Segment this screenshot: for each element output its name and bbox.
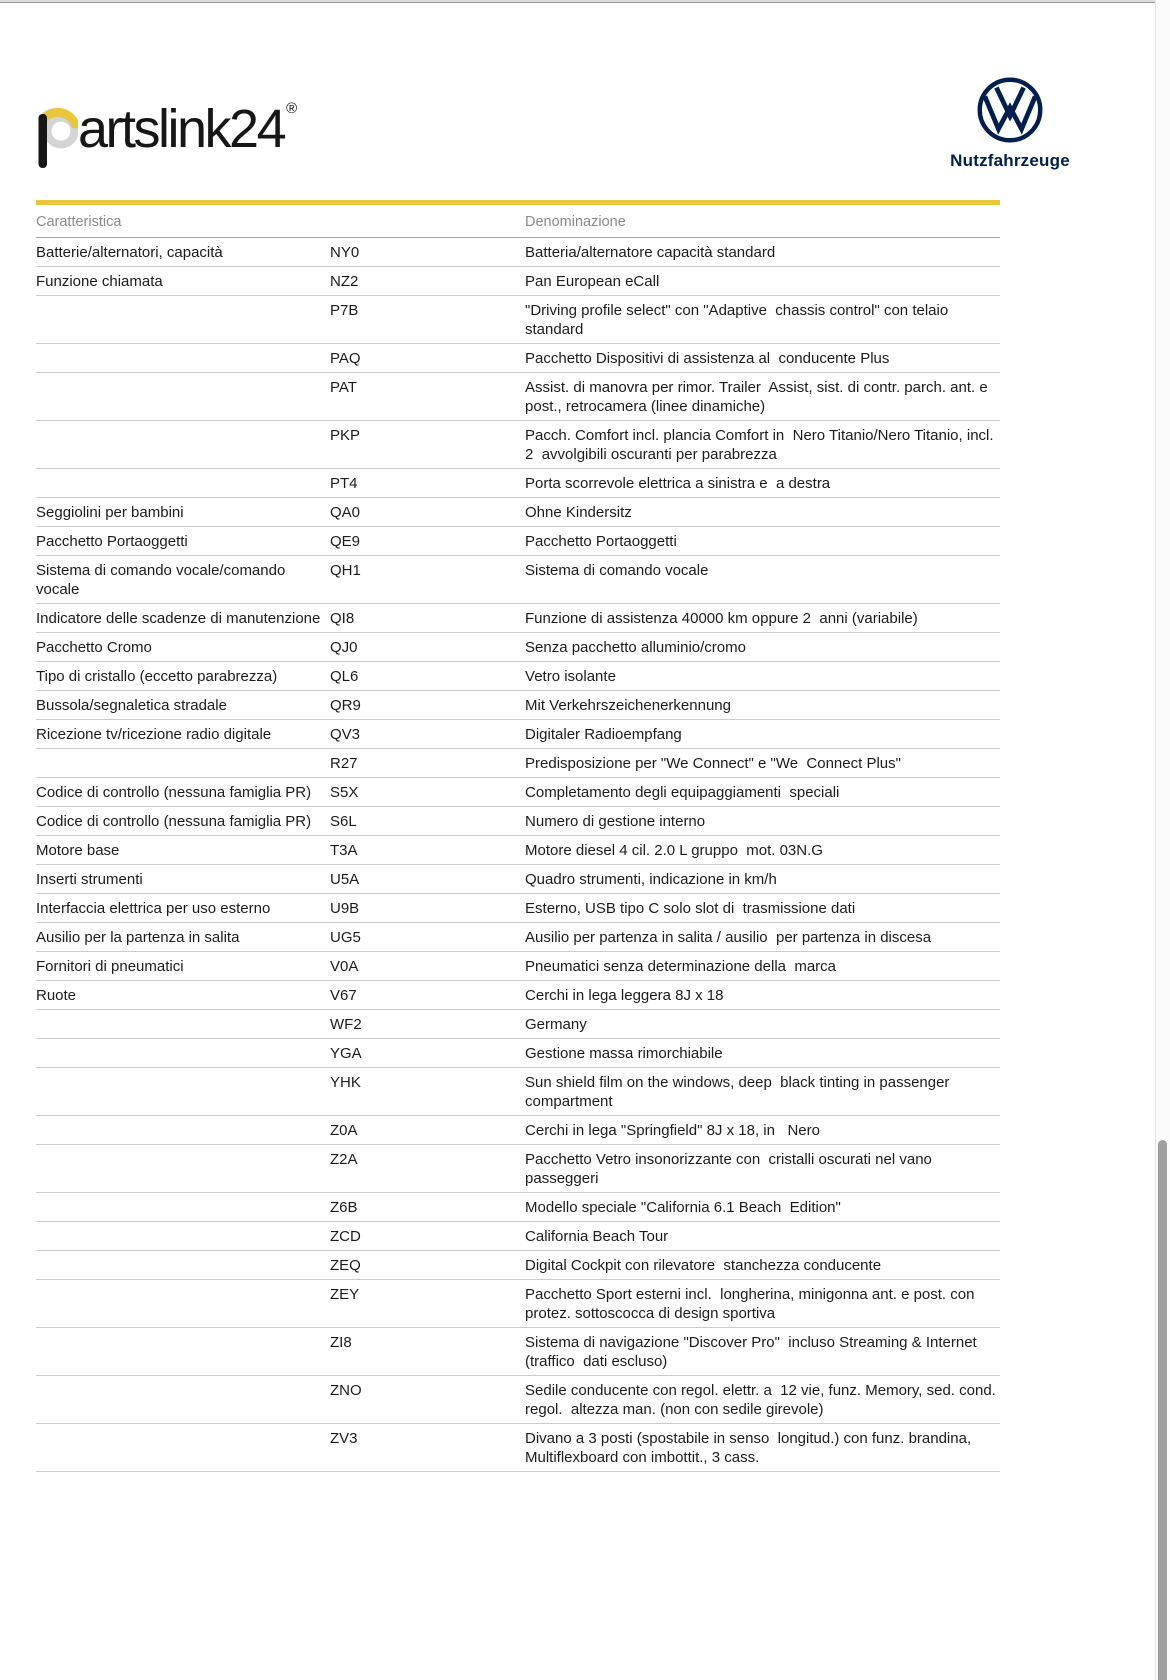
cell-code: YHK xyxy=(330,1068,525,1116)
table-row xyxy=(36,1010,1000,1039)
vertical-scrollbar-track[interactable] xyxy=(1155,0,1170,1680)
cell-denominazione: "Driving profile select" con "Adaptive chassis control" con telaio standard xyxy=(525,296,1000,344)
table-row xyxy=(36,1145,1000,1193)
cell-caratteristica: Codice di controllo (nessuna famiglia PR) xyxy=(36,807,330,836)
table-row xyxy=(36,1251,1000,1280)
cell-code: Z6B xyxy=(330,1193,525,1222)
cell-caratteristica: Tipo di cristallo (eccetto parabrezza) xyxy=(36,662,330,691)
cell-caratteristica: Fornitori di pneumatici xyxy=(36,952,330,981)
cell-caratteristica: Ricezione tv/ricezione radio digitale xyxy=(36,720,330,749)
cell-code: QJ0 xyxy=(330,633,525,662)
cell-code: YGA xyxy=(330,1039,525,1068)
cell-denominazione: Pneumatici senza determinazione della marca xyxy=(525,952,1000,981)
table-row xyxy=(36,691,1000,720)
cell-caratteristica xyxy=(36,1424,330,1472)
cell-denominazione: Vetro isolante xyxy=(525,662,1000,691)
cell-denominazione: Completamento degli equipaggiamenti speciali xyxy=(525,778,1000,807)
cell-code: QA0 xyxy=(330,498,525,527)
cell-code: PT4 xyxy=(330,469,525,498)
cell-denominazione: Pacchetto Sport esterni incl. longherina, minigonna ant. e post. con protez. sottoscocca di design sportiva xyxy=(525,1280,1000,1328)
table-row xyxy=(36,498,1000,527)
cell-denominazione: Pacchetto Dispositivi di assistenza al conducente Plus xyxy=(525,344,1000,373)
table-row xyxy=(36,469,1000,498)
cell-code: QI8 xyxy=(330,604,525,633)
cell-code: S5X xyxy=(330,778,525,807)
cell-caratteristica: Bussola/segnaletica stradale xyxy=(36,691,330,720)
cell-denominazione: Pan European eCall xyxy=(525,267,1000,296)
cell-code: QR9 xyxy=(330,691,525,720)
cell-denominazione: Sun shield film on the windows, deep black tinting in passenger compartment xyxy=(525,1068,1000,1116)
table-row xyxy=(36,981,1000,1010)
cell-caratteristica: Codice di controllo (nessuna famiglia PR) xyxy=(36,778,330,807)
cell-denominazione: Sistema di navigazione "Discover Pro" incluso Streaming & Internet (traffico dati escluso) xyxy=(525,1328,1000,1376)
cell-denominazione: Predisposizione per "We Connect" e "We Connect Plus" xyxy=(525,749,1000,778)
cell-denominazione: Pacch. Comfort incl. plancia Comfort in Nero Titanio/Nero Titanio, incl. 2 avvolgibili oscuranti per parabrezza xyxy=(525,421,1000,469)
cell-code: U9B xyxy=(330,894,525,923)
table-row xyxy=(36,344,1000,373)
table-row xyxy=(36,1328,1000,1376)
cell-code: U5A xyxy=(330,865,525,894)
partslink24-logo-text: artslink24 xyxy=(78,99,285,159)
cell-caratteristica: Seggiolini per bambini xyxy=(36,498,330,527)
table-row xyxy=(36,373,1000,421)
cell-caratteristica: Sistema di comando vocale/comando vocale xyxy=(36,556,330,604)
equipment-table-body xyxy=(36,238,1000,1472)
cell-code: P7B xyxy=(330,296,525,344)
cell-code: QV3 xyxy=(330,720,525,749)
cell-caratteristica xyxy=(36,749,330,778)
vw-division-label: Nutzfahrzeuge xyxy=(950,151,1070,170)
cell-code: T3A xyxy=(330,836,525,865)
table-row xyxy=(36,894,1000,923)
cell-denominazione: Numero di gestione interno xyxy=(525,807,1000,836)
table-row xyxy=(36,1424,1000,1472)
cell-caratteristica: Interfaccia elettrica per uso esterno xyxy=(36,894,330,923)
cell-denominazione: Sistema di comando vocale xyxy=(525,556,1000,604)
cell-code: QH1 xyxy=(330,556,525,604)
column-header-denominazione: Denominazione xyxy=(525,212,1000,238)
cell-code: NZ2 xyxy=(330,267,525,296)
table-row xyxy=(36,923,1000,952)
equipment-table xyxy=(36,212,1000,1472)
cell-code: Z0A xyxy=(330,1116,525,1145)
table-row xyxy=(36,1376,1000,1424)
vertical-scrollbar-thumb[interactable] xyxy=(1158,1140,1167,1680)
cell-denominazione: Digital Cockpit con rilevatore stanchezza conducente xyxy=(525,1251,1000,1280)
vw-brand-block xyxy=(942,76,1078,171)
cell-code: WF2 xyxy=(330,1010,525,1039)
cell-caratteristica: Pacchetto Cromo xyxy=(36,633,330,662)
cell-denominazione: Cerchi in lega "Springfield" 8J x 18, in Nero xyxy=(525,1116,1000,1145)
cell-code: ZCD xyxy=(330,1222,525,1251)
table-row xyxy=(36,633,1000,662)
cell-denominazione: Porta scorrevole elettrica a sinistra e a destra xyxy=(525,469,1000,498)
cell-caratteristica xyxy=(36,1280,330,1328)
cell-code: ZI8 xyxy=(330,1328,525,1376)
cell-code: R27 xyxy=(330,749,525,778)
cell-caratteristica xyxy=(36,344,330,373)
cell-denominazione: Digitaler Radioempfang xyxy=(525,720,1000,749)
cell-code: ZNO xyxy=(330,1376,525,1424)
cell-caratteristica: Inserti strumenti xyxy=(36,865,330,894)
table-row xyxy=(36,1222,1000,1251)
cell-caratteristica xyxy=(36,1010,330,1039)
table-row xyxy=(36,421,1000,469)
cell-denominazione: Ausilio per partenza in salita / ausilio per partenza in discesa xyxy=(525,923,1000,952)
cell-code: PAQ xyxy=(330,344,525,373)
cell-caratteristica xyxy=(36,1068,330,1116)
cell-code: V0A xyxy=(330,952,525,981)
cell-denominazione: Ohne Kindersitz xyxy=(525,498,1000,527)
vw-logo-icon xyxy=(976,76,1044,144)
table-row xyxy=(36,556,1000,604)
window-top-edge xyxy=(0,0,1170,3)
table-row xyxy=(36,720,1000,749)
cell-caratteristica: Motore base xyxy=(36,836,330,865)
cell-caratteristica xyxy=(36,1328,330,1376)
table-row xyxy=(36,807,1000,836)
table-row xyxy=(36,1039,1000,1068)
column-header-caratteristica: Caratteristica xyxy=(36,212,525,238)
table-row xyxy=(36,1280,1000,1328)
cell-caratteristica xyxy=(36,469,330,498)
cell-caratteristica: Indicatore delle scadenze di manutenzione xyxy=(36,604,330,633)
cell-code: NY0 xyxy=(330,238,525,267)
cell-code: PAT xyxy=(330,373,525,421)
cell-code: S6L xyxy=(330,807,525,836)
cell-denominazione: Funzione di assistenza 40000 km oppure 2 anni (variabile) xyxy=(525,604,1000,633)
cell-caratteristica xyxy=(36,421,330,469)
equipment-table-container xyxy=(36,212,1000,1472)
cell-code: QL6 xyxy=(330,662,525,691)
cell-denominazione: Motore diesel 4 cil. 2.0 L gruppo mot. 03N.G xyxy=(525,836,1000,865)
partslink24-logo xyxy=(36,92,297,168)
header-divider-rule xyxy=(36,200,1000,205)
cell-denominazione: Mit Verkehrszeichenerkennung xyxy=(525,691,1000,720)
table-row xyxy=(36,527,1000,556)
cell-code: QE9 xyxy=(330,527,525,556)
cell-caratteristica xyxy=(36,373,330,421)
table-row xyxy=(36,238,1000,267)
cell-code: ZEQ xyxy=(330,1251,525,1280)
cell-denominazione: Assist. di manovra per rimor. Trailer Assist, sist. di contr. parch. ant. e post., retrocamera (linee dinamiche) xyxy=(525,373,1000,421)
cell-caratteristica: Funzione chiamata xyxy=(36,267,330,296)
cell-caratteristica xyxy=(36,1116,330,1145)
cell-denominazione: Cerchi in lega leggera 8J x 18 xyxy=(525,981,1000,1010)
table-row xyxy=(36,749,1000,778)
cell-denominazione: Gestione massa rimorchiabile xyxy=(525,1039,1000,1068)
cell-denominazione: Quadro strumenti, indicazione in km/h xyxy=(525,865,1000,894)
partslink24-p-glyph xyxy=(36,92,78,168)
table-row xyxy=(36,604,1000,633)
table-header-row xyxy=(36,212,1000,238)
cell-caratteristica xyxy=(36,1039,330,1068)
table-row xyxy=(36,952,1000,981)
cell-denominazione: Pacchetto Vetro insonorizzante con cristalli oscurati nel vano passeggeri xyxy=(525,1145,1000,1193)
cell-denominazione: Pacchetto Portaoggetti xyxy=(525,527,1000,556)
cell-code: ZV3 xyxy=(330,1424,525,1472)
cell-caratteristica: Ruote xyxy=(36,981,330,1010)
table-row xyxy=(36,1193,1000,1222)
cell-caratteristica xyxy=(36,1376,330,1424)
cell-caratteristica xyxy=(36,1193,330,1222)
cell-caratteristica: Batterie/alternatori, capacità xyxy=(36,238,330,267)
table-row xyxy=(36,662,1000,691)
cell-denominazione: Germany xyxy=(525,1010,1000,1039)
cell-denominazione: Divano a 3 posti (spostabile in senso longitud.) con funz. brandina, Multiflexboard con imbottit., 3 cass. xyxy=(525,1424,1000,1472)
cell-code: ZEY xyxy=(330,1280,525,1328)
cell-caratteristica xyxy=(36,1222,330,1251)
cell-code: PKP xyxy=(330,421,525,469)
cell-caratteristica xyxy=(36,1145,330,1193)
cell-caratteristica: Pacchetto Portaoggetti xyxy=(36,527,330,556)
table-row xyxy=(36,296,1000,344)
cell-denominazione: Batteria/alternatore capacità standard xyxy=(525,238,1000,267)
cell-caratteristica xyxy=(36,1251,330,1280)
cell-denominazione: Senza pacchetto alluminio/cromo xyxy=(525,633,1000,662)
cell-denominazione: Sedile conducente con regol. elettr. a 12 vie, funz. Memory, sed. cond. regol. altezza man. (non con sedile girevole) xyxy=(525,1376,1000,1424)
table-row xyxy=(36,1068,1000,1116)
cell-caratteristica xyxy=(36,296,330,344)
table-row xyxy=(36,865,1000,894)
table-row xyxy=(36,267,1000,296)
cell-caratteristica: Ausilio per la partenza in salita xyxy=(36,923,330,952)
cell-code: Z2A xyxy=(330,1145,525,1193)
cell-denominazione: Esterno, USB tipo C solo slot di trasmissione dati xyxy=(525,894,1000,923)
cell-denominazione: California Beach Tour xyxy=(525,1222,1000,1251)
cell-denominazione: Modello speciale "California 6.1 Beach Edition" xyxy=(525,1193,1000,1222)
cell-code: UG5 xyxy=(330,923,525,952)
table-row xyxy=(36,778,1000,807)
registered-trademark-icon: ® xyxy=(286,100,298,117)
table-row xyxy=(36,1116,1000,1145)
cell-code: V67 xyxy=(330,981,525,1010)
table-row xyxy=(36,836,1000,865)
